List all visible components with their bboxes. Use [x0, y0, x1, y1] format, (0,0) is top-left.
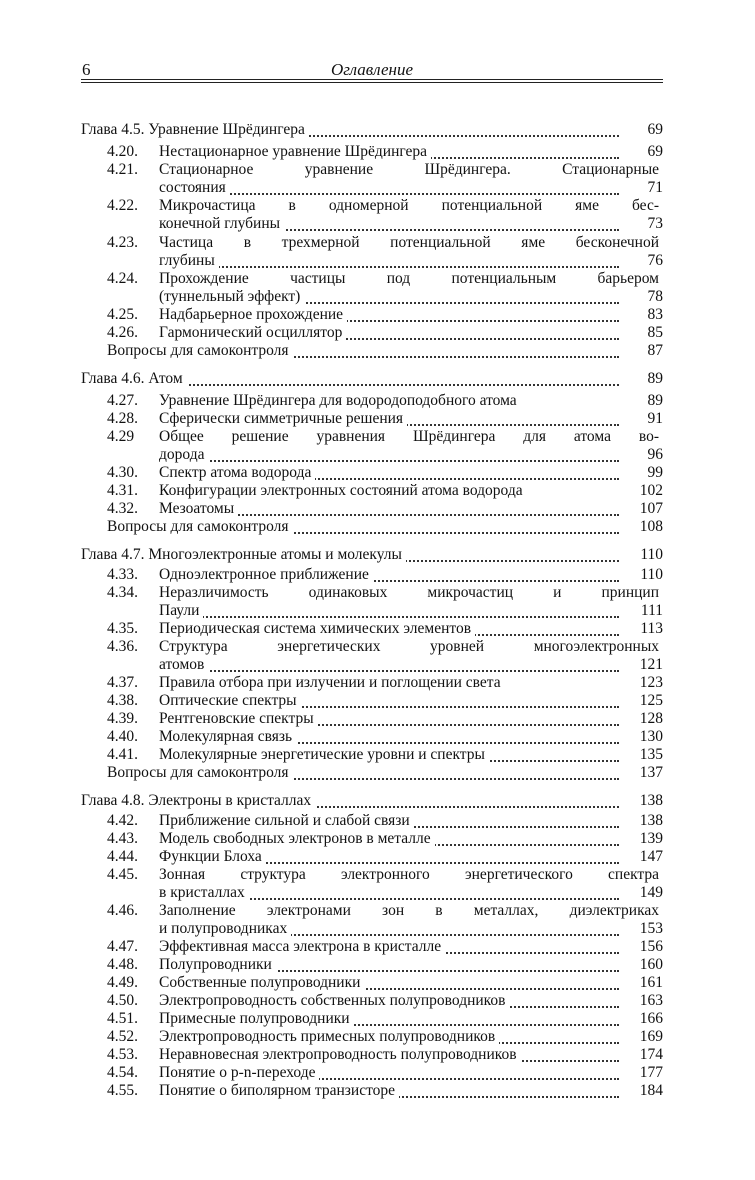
section-entry: [0, 392, 755, 410]
section-number: 4.50.: [107, 992, 138, 1009]
section-number: 4.43.: [107, 830, 138, 847]
chapter-entry: [0, 546, 755, 564]
page-ref: 184: [639, 1082, 663, 1099]
section-entry-continuation: [0, 288, 755, 306]
page-ref: 128: [639, 710, 663, 727]
section-number: 4.28.: [107, 410, 138, 427]
chapter-entry: [0, 121, 755, 139]
section-entry: [0, 1046, 755, 1064]
section-number: 4.29: [107, 428, 135, 445]
page-ref: 111: [640, 602, 663, 619]
entry-title: Уравнение Шрёдингера для водородоподобного атома: [159, 392, 521, 409]
page-ref: 177: [639, 1064, 663, 1081]
page-ref: 99: [647, 464, 663, 481]
entry-title: Глава 4.6. Атом: [81, 370, 187, 387]
page-ref: 161: [639, 974, 663, 991]
entry-title: Нестационарное уравнение Шрёдингера: [159, 143, 431, 160]
section-entry: [0, 710, 755, 728]
section-entry: [0, 428, 755, 446]
section-entry: [0, 566, 755, 584]
entry-title: (туннельный эффект): [159, 288, 304, 305]
entry-title: Электропроводность собственных полупроводников: [159, 992, 510, 1009]
section-entry: [0, 482, 755, 500]
questions-entry: [0, 518, 755, 536]
page-ref: 139: [639, 830, 663, 847]
page-ref: 110: [640, 546, 663, 563]
section-entry: [0, 584, 755, 602]
questions-entry: [0, 764, 755, 782]
section-entry: [0, 1010, 755, 1028]
entry-title: Одноэлектронное приближение: [159, 566, 373, 583]
page-ref: 169: [639, 1028, 663, 1045]
section-number: 4.34.: [107, 584, 138, 601]
page-ref: 89: [647, 392, 663, 409]
section-entry-continuation: [0, 602, 755, 620]
running-title: Оглавление: [330, 60, 414, 79]
section-number: 4.20.: [107, 143, 138, 160]
section-entry: [0, 620, 755, 638]
page-number: 6: [82, 60, 91, 79]
section-entry: [0, 938, 755, 956]
section-number: 4.44.: [107, 848, 138, 865]
section-number: 4.35.: [107, 620, 138, 637]
entry-title: и полупроводниках: [159, 920, 291, 937]
section-entry-continuation: [0, 252, 755, 270]
page-ref: 69: [647, 143, 663, 160]
entry-title: Зонная структура электронного энергетического спектра: [159, 866, 663, 883]
page-ref: 174: [639, 1046, 663, 1063]
leader-dots: [159, 266, 619, 268]
page-ref: 123: [639, 674, 663, 691]
page-ref: 166: [639, 1010, 663, 1027]
section-number: 4.26.: [107, 324, 138, 341]
entry-title: Функции Блоха: [159, 848, 266, 865]
section-number: 4.41.: [107, 746, 138, 763]
entry-title: Правила отбора при излучении и поглощении света: [159, 674, 505, 691]
section-entry: [0, 830, 755, 848]
entry-title: Структура энергетических уровней многоэлектронных: [159, 638, 663, 655]
section-number: 4.27.: [107, 392, 138, 409]
entry-title: Глава 4.5. Уравнение Шрёдингера: [81, 121, 309, 138]
section-entry: [0, 1082, 755, 1100]
section-number: 4.31.: [107, 482, 138, 499]
page-ref: 138: [639, 812, 663, 829]
section-number: 4.47.: [107, 938, 138, 955]
page-ref: 85: [647, 324, 663, 341]
section-entry: [0, 674, 755, 692]
page-ref: 147: [639, 848, 663, 865]
page-ref: 110: [640, 566, 663, 583]
entry-title: Собственные полупроводники: [159, 974, 364, 991]
entry-title: Рентгеновские спектры: [159, 710, 318, 727]
entry-title: состояния: [159, 179, 230, 196]
entry-title: Вопросы для самоконтроля: [107, 518, 292, 535]
chapter-entry: [0, 370, 755, 388]
page-ref: 135: [639, 746, 663, 763]
page-ref: 156: [639, 938, 663, 955]
section-entry: [0, 974, 755, 992]
entry-title: Микрочастица в одномерной потенциальной яме бес-: [159, 197, 663, 214]
section-number: 4.40.: [107, 728, 138, 745]
section-entry-continuation: [0, 179, 755, 197]
page-ref: 78: [647, 288, 663, 305]
section-entry-continuation: [0, 920, 755, 938]
section-entry: [0, 270, 755, 288]
section-number: 4.52.: [107, 1028, 138, 1045]
section-entry: [0, 902, 755, 920]
entry-title: Конфигурации электронных состояний атома водорода: [159, 482, 527, 499]
section-number: 4.33.: [107, 566, 138, 583]
entry-title: дорода: [159, 446, 208, 463]
entry-title: Общее решение уравнения Шрёдингера для атома во-: [159, 428, 663, 445]
section-entry: [0, 848, 755, 866]
questions-entry: [0, 342, 755, 360]
section-number: 4.39.: [107, 710, 138, 727]
page-ref: 73: [647, 215, 663, 232]
page-ref: 153: [639, 920, 663, 937]
section-entry: [0, 992, 755, 1010]
section-entry: [0, 234, 755, 252]
page-ref: 87: [647, 342, 663, 359]
section-entry: [0, 812, 755, 830]
entry-title: Понятие о p-n-переходе: [159, 1064, 319, 1081]
page-ref: 89: [647, 370, 663, 387]
leader-dots: [159, 670, 619, 672]
section-number: 4.42.: [107, 812, 138, 829]
entry-title: в кристаллах: [159, 884, 249, 901]
section-number: 4.55.: [107, 1082, 138, 1099]
entry-title: Эффективная масса электрона в кристалле: [159, 938, 445, 955]
entry-title: Неравновесная электропроводность полупроводников: [159, 1046, 521, 1063]
section-number: 4.21.: [107, 161, 138, 178]
entry-title: Полупроводники: [159, 956, 276, 973]
page-ref: 130: [639, 728, 663, 745]
entry-title: Надбарьерное прохождение: [159, 306, 347, 323]
section-entry: [0, 746, 755, 764]
entry-title: Паули: [159, 602, 203, 619]
page-ref: 91: [647, 410, 663, 427]
entry-title: глубины: [159, 252, 219, 269]
section-entry: [0, 464, 755, 482]
section-number: 4.53.: [107, 1046, 138, 1063]
section-number: 4.49.: [107, 974, 138, 991]
entry-title: Вопросы для самоконтроля: [107, 342, 292, 359]
section-entry: [0, 692, 755, 710]
entry-title: Понятие о биполярном транзисторе: [159, 1082, 399, 1099]
section-number: 4.32.: [107, 500, 138, 517]
entry-title: Приближение сильной и слабой связи: [159, 812, 414, 829]
page-ref: 113: [640, 620, 663, 637]
entry-title: Неразличимость одинаковых микрочастиц и принцип: [159, 584, 663, 601]
page-ref: 69: [647, 121, 663, 138]
page-ref: 102: [639, 482, 663, 499]
page-ref: 71: [647, 179, 663, 196]
chapter-entry: [0, 792, 755, 810]
page-ref: 138: [639, 792, 663, 809]
section-entry: [0, 306, 755, 324]
section-number: 4.24.: [107, 270, 138, 287]
section-number: 4.30.: [107, 464, 138, 481]
entry-title: Молекулярные энергетические уровни и спектры: [159, 746, 489, 763]
entry-title: Гармонический осциллятор: [159, 324, 346, 341]
section-entry: [0, 956, 755, 974]
section-number: 4.54.: [107, 1064, 138, 1081]
section-number: 4.25.: [107, 306, 138, 323]
entry-title: Вопросы для самоконтроля: [107, 764, 292, 781]
section-number: 4.45.: [107, 866, 138, 883]
page-ref: 137: [639, 764, 663, 781]
section-number: 4.22.: [107, 197, 138, 214]
page-ref: 83: [647, 306, 663, 323]
section-entry-continuation: [0, 656, 755, 674]
page-ref: 76: [647, 252, 663, 269]
page-ref: 160: [639, 956, 663, 973]
section-number: 4.48.: [107, 956, 138, 973]
section-entry: [0, 161, 755, 179]
section-entry: [0, 1064, 755, 1082]
section-number: 4.38.: [107, 692, 138, 709]
entry-title: Прохождение частицы под потенциальным барьером: [159, 270, 663, 287]
section-number: 4.36.: [107, 638, 138, 655]
section-entry-continuation: [0, 446, 755, 464]
section-entry-continuation: [0, 215, 755, 233]
leader-dots: [159, 616, 619, 618]
entry-title: Молекулярная связь: [159, 728, 296, 745]
entry-title: конечной глубины: [159, 215, 284, 232]
entry-title: Мезоатомы: [159, 500, 238, 517]
leader-dots: [159, 460, 619, 462]
section-entry: [0, 728, 755, 746]
page-ref: 107: [639, 500, 663, 517]
entry-title: Заполнение электронами зон в металлах, диэлектриках: [159, 902, 663, 919]
entry-title: Примесные полупроводники: [159, 1010, 354, 1027]
section-entry: [0, 1028, 755, 1046]
entry-title: Модель свободных электронов в металле: [159, 830, 435, 847]
entry-title: Глава 4.8. Электроны в кристаллах: [81, 792, 315, 809]
section-entry: [0, 197, 755, 215]
entry-title: Стационарное уравнение Шрёдингера. Стационарные: [159, 161, 663, 178]
entry-title: Сферически симметричные решения: [159, 410, 407, 427]
section-entry: [0, 638, 755, 656]
section-entry: [0, 143, 755, 161]
section-entry: [0, 324, 755, 342]
page-ref: 108: [639, 518, 663, 535]
page-ref: 96: [647, 446, 663, 463]
entry-title: Оптические спектры: [159, 692, 301, 709]
entry-title: атомов: [159, 656, 208, 673]
entry-title: Спектр атома водорода: [159, 464, 315, 481]
section-entry: [0, 500, 755, 518]
page-ref: 125: [639, 692, 663, 709]
section-number: 4.23.: [107, 234, 138, 251]
entry-title: Периодическая система химических элементов: [159, 620, 475, 637]
entry-title: Частица в трехмерной потенциальной яме бесконечной: [159, 234, 663, 251]
page-ref: 121: [639, 656, 663, 673]
page-ref: 149: [639, 884, 663, 901]
section-number: 4.51.: [107, 1010, 138, 1027]
page-ref: 163: [639, 992, 663, 1009]
section-number: 4.37.: [107, 674, 138, 691]
section-entry: [0, 866, 755, 884]
entry-title: Глава 4.7. Многоэлектронные атомы и молекулы: [81, 546, 406, 563]
entry-title: Электропроводность примесных полупроводников: [159, 1028, 499, 1045]
section-number: 4.46.: [107, 902, 138, 919]
section-entry-continuation: [0, 884, 755, 902]
section-entry: [0, 410, 755, 428]
